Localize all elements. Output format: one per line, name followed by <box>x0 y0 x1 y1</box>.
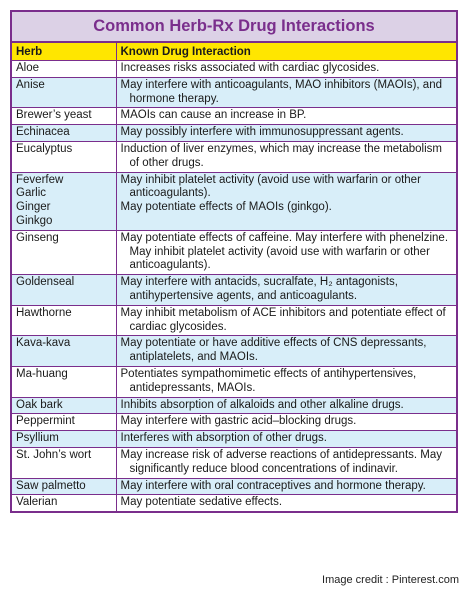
interaction-cell <box>116 108 456 125</box>
interaction-cell <box>116 397 456 414</box>
interaction-text: Induction of liver enzymes, which may increase the metabolism of other drugs. <box>120 142 443 169</box>
table-row <box>12 478 456 495</box>
interaction-text: May inhibit platelet activity (avoid use with warfarin or other anticoagulants). <box>120 173 421 200</box>
herb-name: Peppermint <box>16 415 75 428</box>
herb-name: Aloe <box>16 62 40 74</box>
interaction-text: May potentiate effects of MAOIs (ginkgo). <box>120 201 332 214</box>
herb-cell <box>12 478 116 495</box>
herb-name: Anise <box>16 78 45 91</box>
table-row <box>12 447 456 478</box>
herb-name: Ginger <box>16 201 51 214</box>
table-row <box>12 125 456 142</box>
table-row <box>12 230 456 274</box>
herb-cell <box>12 431 116 448</box>
table-row <box>12 495 456 511</box>
herb-name: Ginseng <box>16 231 59 244</box>
herb-name: Ma-huang <box>16 367 68 380</box>
herb-column-header: Herb <box>12 43 116 61</box>
interaction-text: Interferes with absorption of other drugs. <box>120 432 327 445</box>
herb-name: Oak bark <box>16 398 63 411</box>
interaction-cell <box>116 125 456 142</box>
interaction-text: May interfere with anticoagulants, MAO inhibitors (MAOIs), and hormone therapy. <box>120 78 442 105</box>
header-row <box>12 43 456 61</box>
herb-name: Saw palmetto <box>16 479 86 492</box>
herb-name: Kava-kava <box>16 337 71 350</box>
interaction-column-header: Known Drug Interaction <box>116 43 456 61</box>
table-title: Common Herb-Rx Drug Interactions <box>12 12 456 43</box>
interaction-cell <box>116 495 456 511</box>
interaction-text: May interfere with oral contraceptives and hormone therapy. <box>120 479 426 492</box>
interaction-text: MAOIs can cause an increase in BP. <box>120 109 307 122</box>
herb-cell <box>12 141 116 172</box>
table-row <box>12 397 456 414</box>
herb-cell <box>12 447 116 478</box>
table-row <box>12 172 456 230</box>
table-row <box>12 366 456 397</box>
herb-cell <box>12 125 116 142</box>
interaction-text: May inhibit metabolism of ACE inhibitors and potentiate effect of cardiac glycosides. <box>120 306 446 333</box>
interaction-text: May potentiate sedative effects. <box>120 496 283 509</box>
herb-name: Echinacea <box>16 126 70 139</box>
table-row <box>12 431 456 448</box>
table-row <box>12 77 456 108</box>
interaction-cell <box>116 61 456 78</box>
herb-name: Eucalyptus <box>16 142 73 155</box>
interaction-text: May increase risk of adverse reactions of antidepressants. May significantly reduce blood concentrations of indinavir. <box>120 448 443 475</box>
interaction-cell <box>116 336 456 367</box>
interaction-text: May possibly interfere with immunosuppressant agents. <box>120 126 404 139</box>
table-row <box>12 336 456 367</box>
interaction-text: May potentiate effects of caffeine. May interfere with phenelzine. May inhibit platelet activity (avoid use with warfarin or other anticoagulants). <box>120 231 449 272</box>
interaction-text: Potentiates sympathomimetic effects of antihypertensives, antidepressants, MAOIs. <box>120 367 417 394</box>
interaction-cell <box>116 478 456 495</box>
herb-name: Feverfew <box>16 173 64 186</box>
interaction-cell <box>116 431 456 448</box>
interaction-cell <box>116 447 456 478</box>
interaction-cell <box>116 275 456 306</box>
interaction-text: May potentiate or have additive effects of CNS depressants, antiplatelets, and MAOIs. <box>120 337 427 364</box>
interaction-text: May interfere with gastric acid–blocking drugs. <box>120 415 357 428</box>
herb-cell <box>12 108 116 125</box>
interaction-text: Increases risks associated with cardiac glycosides. <box>120 62 380 74</box>
interactions-table <box>12 43 456 511</box>
herb-cell <box>12 230 116 274</box>
table-row <box>12 141 456 172</box>
interaction-cell <box>116 366 456 397</box>
herb-cell <box>12 77 116 108</box>
interaction-cell <box>116 414 456 431</box>
herb-name: St. John’s wort <box>16 448 92 461</box>
herb-name: Garlic <box>16 187 47 200</box>
interaction-cell <box>116 230 456 274</box>
herb-cell <box>12 397 116 414</box>
herb-cell <box>12 275 116 306</box>
herb-cell <box>12 305 116 336</box>
interaction-cell <box>116 77 456 108</box>
interaction-cell <box>116 172 456 230</box>
table-row <box>12 61 456 78</box>
interaction-text: May interfere with antacids, sucralfate, H₂ antagonists, antihypertensive agents, and anticoagulants. <box>120 276 398 302</box>
table-row <box>12 305 456 336</box>
image-credit: Image credit : Pinterest.com <box>322 574 459 586</box>
herb-cell <box>12 495 116 511</box>
table-row <box>12 414 456 431</box>
herb-cell <box>12 366 116 397</box>
herb-name: Valerian <box>16 496 58 509</box>
herb-name: Hawthorne <box>16 306 72 319</box>
herb-name: Goldenseal <box>16 276 75 289</box>
interaction-text: Inhibits absorption of alkaloids and other alkaline drugs. <box>120 398 404 411</box>
interactions-table-frame <box>10 10 458 513</box>
herb-name: Psyllium <box>16 432 59 445</box>
herb-cell <box>12 61 116 78</box>
table-row <box>12 275 456 306</box>
table-row <box>12 108 456 125</box>
herb-cell <box>12 336 116 367</box>
herb-cell <box>12 414 116 431</box>
herb-name: Brewer’s yeast <box>16 109 92 122</box>
interaction-cell <box>116 141 456 172</box>
interaction-cell <box>116 305 456 336</box>
herb-cell <box>12 172 116 230</box>
herb-name: Ginkgo <box>16 214 53 227</box>
